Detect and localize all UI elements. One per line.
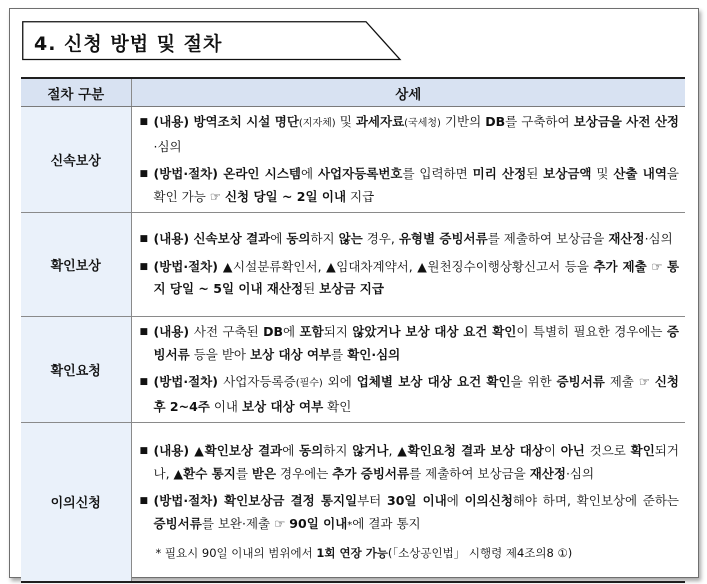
segment-text: 된: [303, 281, 320, 297]
emphasis-text: 미리 산정: [472, 166, 527, 181]
emphasis-text: 보상 대상 여부: [241, 398, 324, 414]
segment-text: 를 제출하여 보상금을: [487, 231, 609, 247]
emphasis-text: 신청 당일 ~ 2일 이내: [224, 188, 347, 204]
procedure-table: [21, 77, 685, 583]
table-row: [21, 107, 685, 213]
emphasis-text: 증빙서류: [153, 324, 679, 362]
table-row: [21, 317, 685, 423]
segment-text: 에: [270, 231, 287, 247]
emphasis-text: 과세자료: [355, 114, 405, 129]
segment-text: ☞: [646, 258, 667, 274]
list-item-text: [154, 440, 680, 485]
emphasis-text: 확인보상금 결정 통지일: [224, 493, 358, 509]
segment-text: 되거나,: [153, 443, 679, 481]
list-item-text: [154, 163, 680, 208]
emphasis-text: 증빙서류: [153, 515, 202, 531]
bullet-icon: ■: [139, 377, 149, 387]
list-item-text: [154, 228, 680, 251]
emphasis-text: 재산정: [529, 465, 566, 481]
list-item-text: [154, 111, 680, 158]
emphasis-text: ▲: [397, 443, 408, 459]
bullet-icon: ■: [139, 446, 149, 457]
detail-cell: [131, 107, 685, 213]
segment-text: 를 보완·제출 ☞: [201, 515, 290, 531]
header-category: 절차 구분: [21, 78, 131, 107]
bullet-icon: ■: [139, 261, 149, 272]
segment-text: 사전 구축된: [193, 324, 264, 339]
footnote: [140, 542, 680, 564]
emphasis-text: 유형별 증빙서류: [398, 231, 488, 247]
category-cell: 확인보상: [21, 213, 131, 317]
list-item-text: [154, 256, 680, 301]
segment-text: 에: [283, 324, 300, 339]
segment-text: 경우에는: [276, 465, 333, 481]
emphasis-text: 확인요청 결과 보상 대상: [407, 443, 544, 459]
emphasis-text: 포함: [299, 324, 324, 339]
emphasis-text: 환수 통지: [183, 465, 236, 481]
segment-text: (「소상공인법」 시행령 제4조의8 ①): [387, 546, 573, 561]
segment-text: 경우,: [362, 231, 399, 247]
table-row: [21, 423, 685, 582]
item-label: (방법·절차): [153, 166, 224, 181]
segment-text: ·심의: [565, 465, 595, 481]
emphasis-text: 신속보상 결과: [193, 231, 271, 247]
bullet-icon: ■: [139, 327, 149, 337]
segment-text: 에 결과 통지: [352, 515, 421, 531]
segment-text: 외에: [322, 374, 357, 389]
segment-text: 를 제출하여 보상금을: [409, 465, 530, 481]
segment-text: 지급: [346, 188, 375, 204]
emphasis-text: 확인보상 결과: [204, 443, 283, 459]
item-label: (내용): [153, 443, 195, 459]
emphasis-text: 받은: [251, 465, 277, 481]
emphasis-text: 재산정: [608, 231, 645, 247]
list-item-text: [154, 490, 680, 537]
list-item: [140, 371, 680, 418]
emphasis-text: 신청 후 2~4주: [153, 374, 679, 414]
section-heading-box: [22, 21, 402, 61]
segment-text: 부터: [357, 493, 388, 509]
emphasis-text: 보상금 지급: [319, 281, 384, 297]
segment-text: 등을 받아: [189, 346, 250, 362]
emphasis-text: 보상 대상 여부: [249, 346, 332, 362]
emphasis-text: 추가 제출: [593, 258, 647, 274]
emphasis-text: 보상금액: [543, 166, 592, 181]
table-header-row: [21, 78, 685, 107]
emphasis-text: 통지 당일 ~ 5일 이내 재산정: [153, 258, 680, 297]
list-item: [140, 321, 680, 366]
list-item: [140, 440, 680, 485]
item-label: (방법·절차): [153, 258, 223, 274]
list-item: [140, 163, 680, 208]
item-label: (방법·절차): [153, 374, 224, 389]
emphasis-text: 않는: [338, 231, 363, 247]
detail-cell: [131, 423, 685, 582]
list-item: [140, 111, 680, 158]
item-label: (방법·절차): [153, 493, 225, 509]
emphasis-text: 온라인 시스템: [223, 166, 301, 181]
emphasis-text: 보상금을 사전 산정: [573, 114, 679, 129]
emphasis-text: 추가 증빙서류: [332, 465, 410, 481]
emphasis-text: 30일 이내: [387, 493, 447, 509]
table-body: [21, 107, 685, 582]
segment-text: 하지: [323, 443, 353, 459]
list-item-text: [154, 321, 680, 366]
emphasis-text: 동의: [299, 443, 324, 459]
segment-text: ▲시설분류확인서, ▲임대차계약서, ▲원천징수이행상황신고서 등을: [222, 258, 594, 274]
segment-text: 및: [335, 114, 356, 129]
segment-text: * 필요시 90일 이내의 범위에서: [155, 546, 317, 561]
segment-text: 된: [526, 166, 544, 181]
detail-cell: [131, 213, 685, 317]
segment-text: 에: [446, 493, 465, 509]
detail-cell: [131, 317, 685, 423]
section-title: 4. 신청 방법 및 절차: [34, 33, 223, 55]
segment-text: (국세청): [404, 118, 441, 129]
emphasis-text: ▲: [194, 443, 205, 459]
emphasis-text: 않았거나 보상 대상 요건 확인: [352, 324, 517, 339]
bullet-icon: ■: [139, 117, 149, 127]
segment-text: 이: [543, 443, 561, 459]
emphasis-text: DB: [485, 114, 506, 129]
emphasis-text: 산출 내역: [613, 166, 667, 181]
segment-text: ·심의: [153, 138, 182, 154]
segment-text: 및: [591, 166, 614, 181]
category-cell: 확인요청: [21, 317, 131, 423]
segment-text: 되지: [323, 324, 353, 339]
segment-text: ·심의: [644, 231, 673, 247]
segment-text: 를 구축하여: [505, 114, 574, 129]
segment-text: 을 위한: [510, 374, 557, 389]
segment-text: 제출 ☞: [604, 374, 655, 389]
segment-text: 에: [300, 166, 318, 181]
list-item-text: [154, 371, 680, 418]
segment-text: 에: [282, 443, 300, 459]
segment-text: 이내: [209, 398, 242, 414]
segment-text: (필수): [295, 378, 323, 389]
emphasis-text: 90일 이내: [289, 515, 348, 531]
segment-text: 확인: [323, 398, 352, 414]
segment-text: 을 확인 가능 ☞: [153, 166, 679, 204]
bullet-icon: ■: [139, 234, 149, 245]
emphasis-text: 않거나: [352, 443, 389, 459]
bullet-icon: ■: [139, 496, 149, 507]
item-label: (내용): [153, 114, 194, 129]
emphasis-text: 1회 연장 가능: [316, 546, 388, 561]
emphasis-text: 증빙서류: [556, 374, 605, 389]
segment-text: (지자체): [298, 118, 336, 129]
segment-text: *: [347, 519, 353, 531]
emphasis-text: 업체별 보상 대상 요건 확인: [356, 374, 511, 389]
emphasis-text: 사업자등록번호: [317, 166, 403, 181]
segment-text: 것으로: [584, 443, 631, 459]
emphasis-text: 확인·심의: [347, 346, 401, 362]
segment-text: 이 특별히 필요한 경우에는: [516, 324, 667, 339]
segment-text: 를: [235, 465, 252, 481]
category-cell: 신속보상: [21, 107, 131, 213]
item-label: (내용): [153, 324, 194, 339]
emphasis-text: 이의신청: [464, 493, 513, 509]
emphasis-text: 아닌: [560, 443, 585, 459]
segment-text: 를 입력하면: [402, 166, 473, 181]
table-row: [21, 213, 685, 317]
bullet-icon: ■: [139, 169, 149, 179]
emphasis-text: 확인: [630, 443, 655, 459]
list-item: [140, 256, 680, 301]
emphasis-text: DB: [263, 324, 284, 339]
item-label: (내용): [153, 231, 194, 247]
list-item: [140, 490, 680, 537]
segment-text: 하지: [310, 231, 339, 247]
segment-text: 해야 하며, 확인보상에 준하는: [512, 493, 680, 509]
segment-text: 사업자등록증: [223, 374, 296, 389]
segment-text: 기반의: [440, 114, 486, 129]
emphasis-text: 동의: [286, 231, 311, 247]
emphasis-text: 방역조치 시설 명단: [193, 114, 299, 129]
list-item: [140, 228, 680, 251]
header-detail: 상세: [131, 78, 685, 107]
emphasis-text: ▲: [173, 465, 184, 481]
category-cell: 이의신청: [21, 423, 131, 582]
segment-text: ,: [388, 443, 398, 459]
segment-text: 를: [331, 346, 348, 362]
